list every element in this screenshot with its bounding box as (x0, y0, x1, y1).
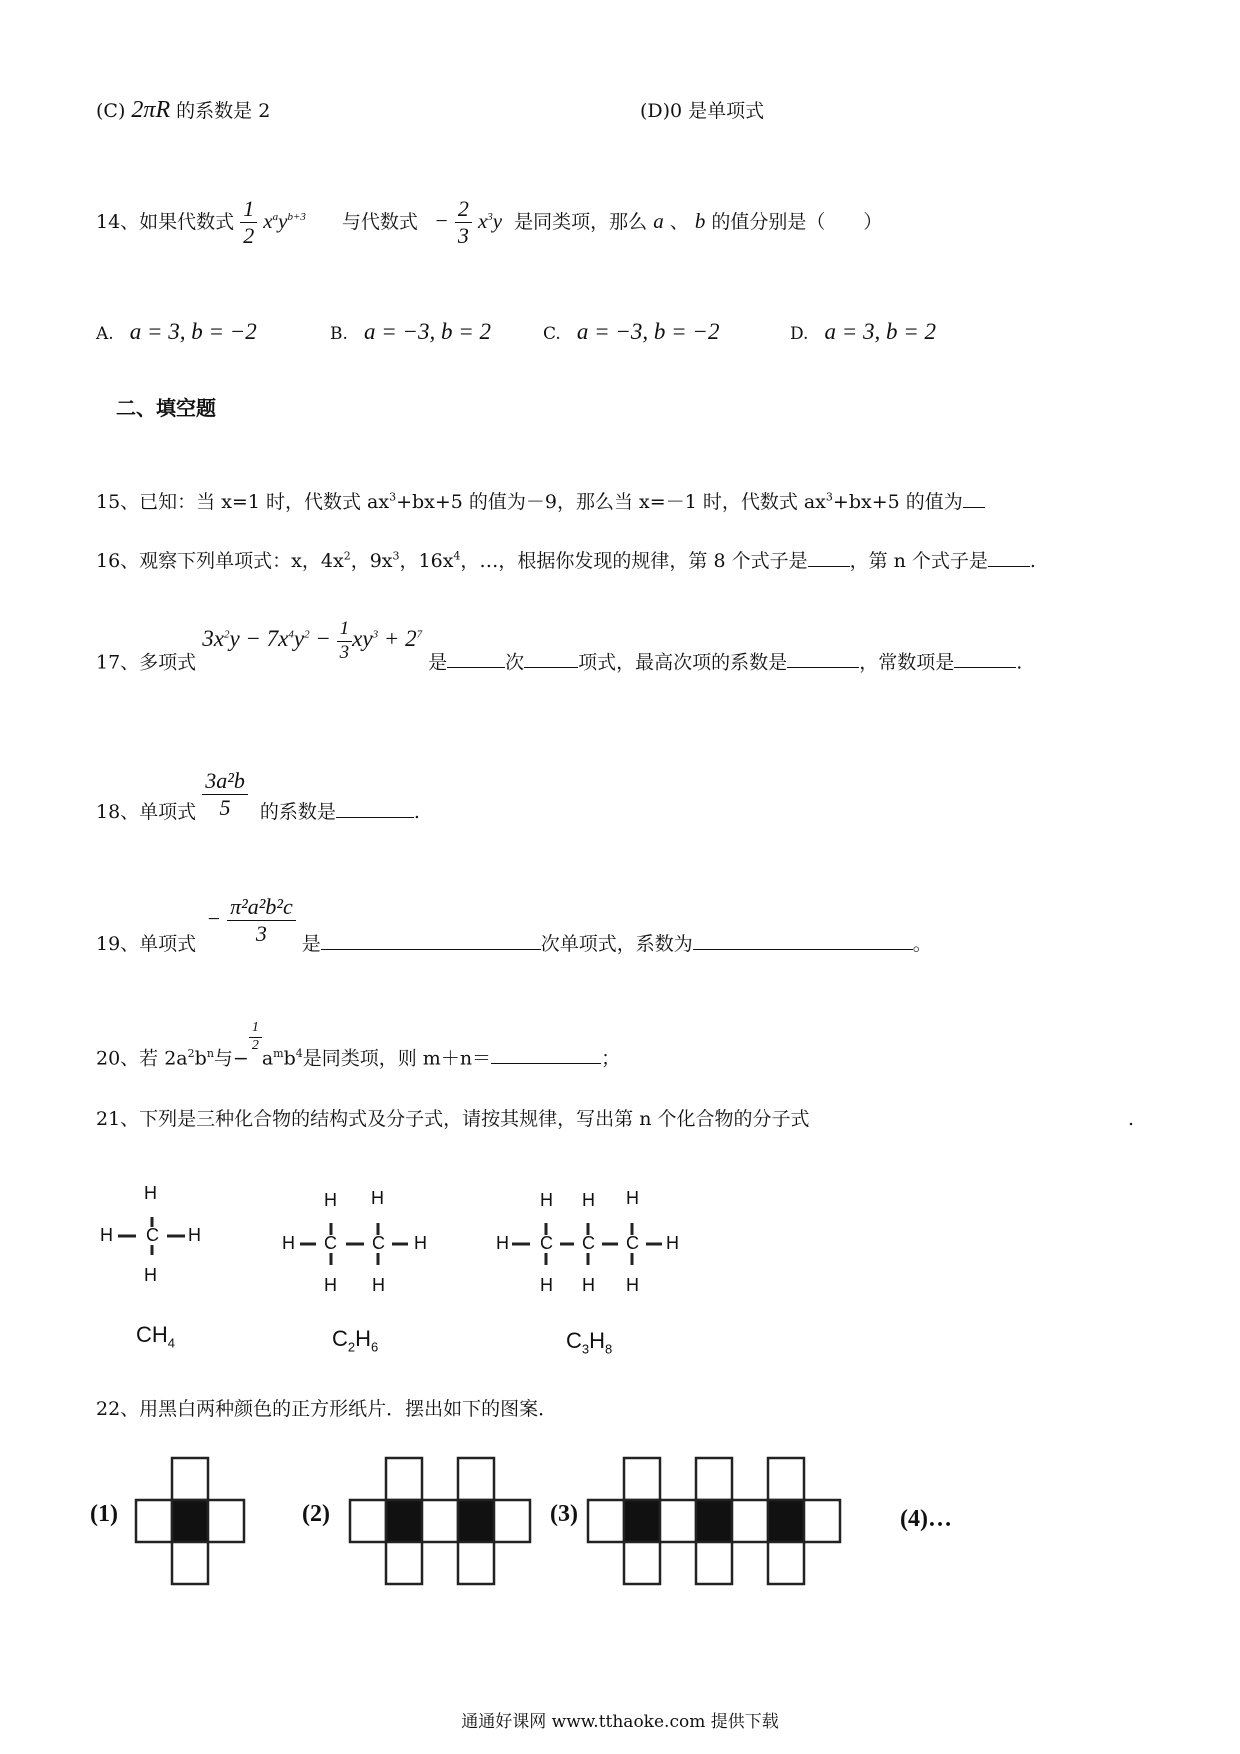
question-14 (96, 196, 882, 250)
atom-h: H (414, 1233, 427, 1253)
atom-h: H (188, 1225, 201, 1245)
q14-mid-text: 与代数式 (341, 210, 418, 233)
atom-h: H (540, 1275, 553, 1295)
q13-option-c-text: 的系数是 2 (176, 100, 271, 122)
question-19: 19、单项式 − $\frac{\text{π²a²b²c}}{3}$ 是 次单项式，系数为 。 (96, 894, 932, 955)
atom-h: H (144, 1265, 157, 1285)
atom-h: H (282, 1233, 295, 1253)
q16-blank-nth[interactable] (988, 548, 1030, 567)
atom-h: H (626, 1188, 639, 1208)
q14-separator: 、 (669, 210, 689, 233)
q13-option-d: (D)0 是单项式 (640, 100, 765, 122)
q14-prefix: 14、如果代数式 (96, 210, 235, 233)
q14-option-b: B. a = −3, b = 2 (330, 319, 492, 344)
q17-blank-terms[interactable] (524, 649, 578, 668)
q14-frac2-den: 3 (455, 222, 472, 249)
formula-c2h6: $C_2H_6$ (332, 1326, 379, 1355)
atom-h: H (540, 1190, 553, 1210)
chemical-structures (90, 1165, 690, 1325)
atom-h: H (371, 1188, 384, 1208)
atom-c: C (146, 1225, 159, 1245)
q20-answer-blank[interactable] (491, 1045, 601, 1064)
atom-c: C (324, 1233, 337, 1253)
atom-h: H (582, 1275, 595, 1295)
q21-end-mark: . (1128, 1108, 1135, 1130)
atom-h: H (144, 1183, 157, 1203)
q17-prefix: 17、多项式 (96, 651, 197, 674)
q19-expression: − $\frac{\text{π²a²b²c}}{3}$ (206, 894, 295, 948)
atom-h: H (496, 1233, 509, 1253)
atom-h: H (582, 1190, 595, 1210)
q18-fraction: $\frac{\text{3a²b}}{5}$ (202, 768, 248, 822)
q14-minus: − (433, 207, 449, 233)
q16-blank-8th[interactable] (808, 548, 850, 567)
q19-blank-coefficient[interactable] (693, 931, 913, 950)
atom-h: H (372, 1275, 385, 1295)
pattern-label-1: (1) (90, 1501, 118, 1527)
q14-var-a: a (653, 208, 664, 233)
atom-h: H (100, 1225, 113, 1245)
q13-option-c-math: 2πR (131, 97, 171, 123)
question-17: 17、多项式 $3x^2y - 7x^4y^2$ − $\frac{1}{3}$ $xy^3 + 2^7$ 是 次 项式，最高次项的系数是 ，常数项是 . (96, 618, 1023, 674)
q14-option-d: D. a = 3, b = 2 (790, 319, 937, 344)
q13-option-c (96, 96, 270, 125)
page-footer: 通通好课网 www.tthaoke.com 提供下载 (461, 1712, 779, 1732)
q14-frac1-den: 2 (240, 222, 257, 249)
q13-option-c-label: (C) (96, 100, 126, 122)
q14-suffix-1: 是同类项，那么 (514, 210, 648, 233)
formula-ch4: $CH_4$ (136, 1322, 176, 1351)
q14-var-b: b (694, 208, 706, 233)
q14-frac2-num: 2 (457, 196, 469, 221)
q14-option-a: A. a = 3, b = −2 (96, 319, 257, 344)
pattern-label-3: (3) (550, 1501, 578, 1527)
q14-term-1: $x^ay^{b+3}$ (263, 208, 306, 233)
q14-fraction-1 (240, 196, 257, 250)
q18-answer-blank[interactable] (336, 799, 414, 818)
question-16: 16、观察下列单项式：x，$4x^2$，$9x^3$，$16x^4$，…，根据你发现的规律，第 8 个式子是 ，第 n 个式子是 . (96, 549, 1036, 572)
question-21: 21、下列是三种化合物的结构式及分子式，请按其规律，写出第 n 个化合物的分子式 (96, 1108, 810, 1130)
question-22: 22、用黑白两种颜色的正方形纸片．摆出如下的图案． (96, 1398, 558, 1420)
q17-polynomial: $3x^2y - 7x^4y^2$ − $\frac{1}{3}$ $xy^3 + 2^7$ (202, 618, 423, 663)
q14-term-2: $x^3y$ (477, 208, 503, 233)
formula-c3h8: $C_3H_8$ (566, 1328, 613, 1357)
q14-suffix-2: 的值分别是（ ） (711, 210, 883, 233)
q14-fraction-2 (455, 196, 472, 250)
q17-blank-coefficient[interactable] (787, 649, 859, 668)
question-18: 18、单项式 $\frac{\text{3a²b}}{5}$ 的系数是 . (96, 768, 420, 823)
atom-c: C (372, 1233, 385, 1253)
question-20: 20、若 $2a^2b^n$与− $\frac{1}{2}$ $a^mb^4$是同类项，则 m＋n＝ ； (96, 1020, 621, 1070)
q14-frac1-num: 1 (243, 196, 255, 221)
atom-h: H (324, 1275, 337, 1295)
q17-blank-degree[interactable] (447, 649, 505, 668)
question-15: 15、已知：当 x=1 时，代数式 $ax^3+bx+5$ 的值为－9，那么当 x=－1 时，代数式 $ax^3+bx+5$ 的值为 (96, 489, 985, 514)
pattern-label-4: (4)… (900, 1506, 952, 1532)
pattern-label-2: (2) (302, 1501, 330, 1527)
atom-h: H (626, 1275, 639, 1295)
q17-blank-constant[interactable] (954, 649, 1016, 668)
atom-c: C (582, 1233, 595, 1253)
q15-answer-blank[interactable] (963, 489, 985, 508)
q14-option-c: C. a = −3, b = −2 (543, 319, 720, 344)
atom-h: H (666, 1233, 679, 1253)
section-fill-in-blank-title: 二、填空题 (116, 396, 216, 420)
atom-c: C (626, 1233, 639, 1253)
atom-c: C (540, 1233, 553, 1253)
atom-h: H (324, 1190, 337, 1210)
q19-blank-degree[interactable] (321, 931, 541, 950)
